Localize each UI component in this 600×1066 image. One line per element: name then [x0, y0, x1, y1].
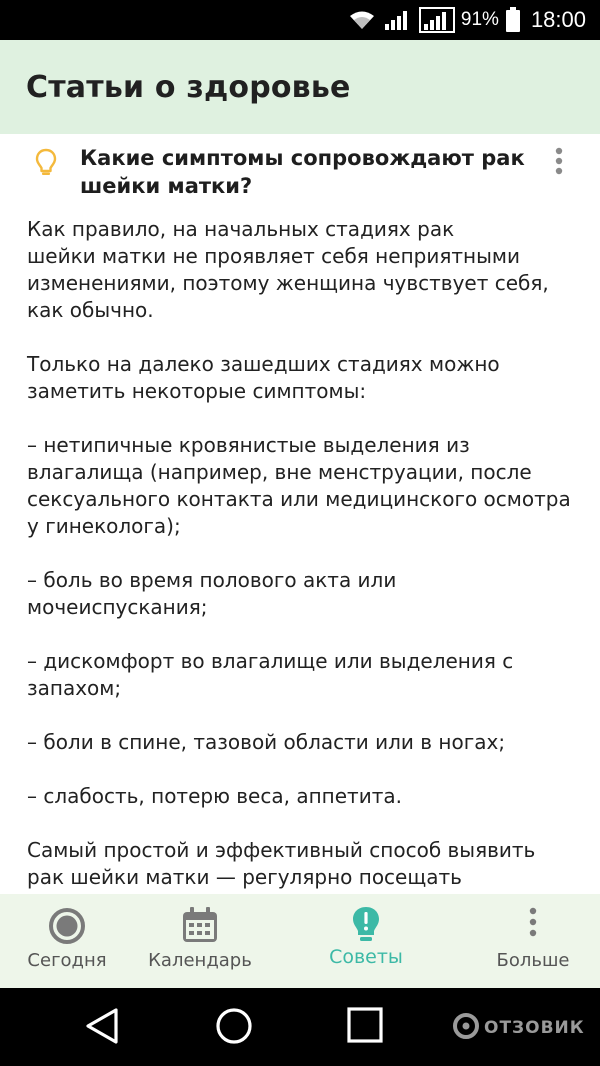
question-title: Какие симптомы сопровождают рак шейки матки? — [80, 146, 525, 198]
article-paragraph: – боли в спине, тазовой области или в ногах; — [27, 730, 506, 754]
article-paragraph: – нетипичные кровянистые выделения из влагалища (например, вне менструации, после сексуального контакта или медицинского осмотра у гинеколога); — [27, 433, 571, 538]
status-bar — [0, 0, 600, 40]
nav-tab-today[interactable] — [0, 894, 134, 988]
more-options-icon[interactable] — [548, 146, 570, 180]
clock: 18:00 — [530, 7, 586, 32]
tips-icon — [351, 906, 381, 950]
article-paragraph: – боль во время полового акта или мочеиспускания; — [27, 568, 397, 619]
nav-tab-calendar[interactable] — [134, 894, 266, 988]
article-content[interactable] — [0, 134, 600, 894]
article-paragraph: Как правило, на начальных стадиях рак шейки матки не проявляет себя неприятными изменениями, поэтому женщина чувствует себя, как обычно. — [27, 217, 549, 322]
more-vertical-icon — [527, 906, 539, 944]
question-header — [0, 142, 600, 202]
battery-percent: 91% — [460, 9, 499, 30]
system-navigation-bar — [0, 988, 600, 1066]
nav-tab-more[interactable] — [466, 894, 600, 988]
signal-icon — [381, 8, 413, 32]
nav-label-calendar: Календарь — [148, 950, 252, 971]
lightbulb-icon — [35, 148, 57, 178]
calendar-icon — [181, 906, 219, 948]
wifi-icon — [349, 10, 375, 30]
back-icon[interactable] — [84, 1006, 120, 1050]
signal-icon — [419, 7, 455, 33]
recents-icon[interactable] — [346, 1006, 384, 1048]
nav-label-today: Сегодня — [27, 950, 107, 971]
article-paragraph: – дискомфорт во влагалище или выделения с запахом; — [27, 649, 514, 700]
home-icon[interactable] — [214, 1006, 254, 1050]
page-title: Статьи о здоровье — [26, 69, 351, 105]
nav-label-tips: Советы — [329, 946, 403, 968]
watermark-text: ОТЗОВИК — [484, 1018, 585, 1038]
today-ring-icon — [47, 906, 87, 950]
battery-icon — [505, 7, 521, 33]
nav-label-more: Больше — [496, 950, 570, 971]
nav-tab-tips[interactable] — [300, 894, 432, 988]
article-paragraph: – слабость, потерю веса, аппетита. — [27, 784, 402, 808]
watermark — [452, 1012, 585, 1044]
app-bar — [0, 40, 600, 134]
watermark-logo-icon — [452, 1012, 480, 1044]
article-paragraph: Самый простой и эффективный способ выявить рак шейки матки — регулярно посещать — [27, 838, 536, 889]
bottom-navigation — [0, 894, 600, 988]
article-body — [27, 216, 577, 894]
article-paragraph: Только на далеко зашедших стадиях можно заметить некоторые симптомы: — [27, 352, 500, 403]
